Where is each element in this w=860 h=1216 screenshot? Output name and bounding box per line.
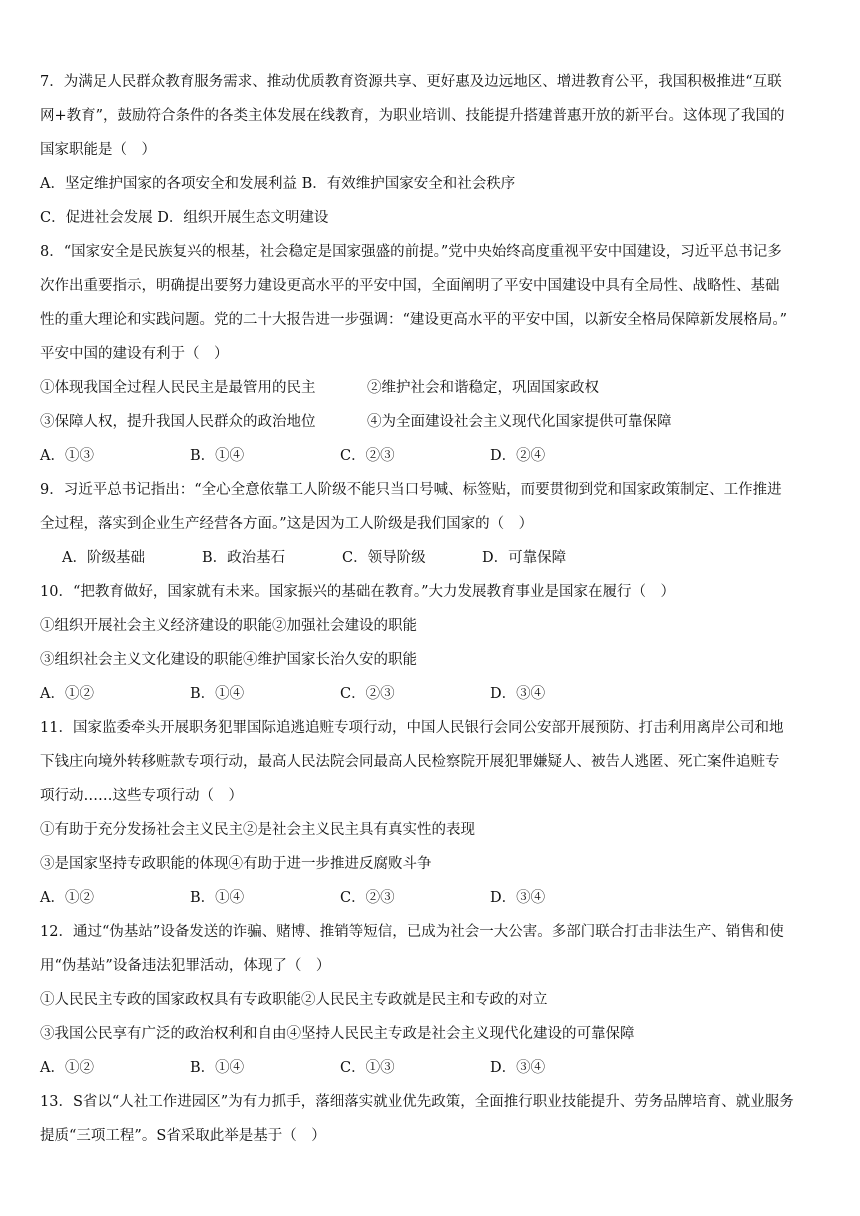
q12-stem-line-2: 用“伪基站”设备违法犯罪活动，体现了（ ） [40,958,331,974]
q10-statement-row-2: ③组织社会主义文化建设的职能④维护国家长治久安的职能 [40,652,417,668]
q13-stem-line-2: 提质“三项工程”。S省采取此举是基于（ ） [40,1128,326,1144]
q8-choice-a: A．①③ [40,448,94,464]
q7-stem-line-1: 7．为满足人民群众教育服务需求、推动优质教育资源共享、更好惠及边远地区、增进教育公平，我国积极推进“互联 [40,74,782,90]
q11-stem-line-1: 11．国家监委牵头开展职务犯罪国际追逃追赃专项行动，中国人民银行会同公安部开展预防、打击利用离岸公司和地 [40,720,784,736]
q10-choices [40,684,830,704]
q8-stem-line-3: 性的重大理论和实践问题。党的二十大报告进一步强调：“建设更高水平的平安中国，以新安全格局保障新发展格局。” [40,312,788,328]
q11-stem-line-3: 项行动……这些专项行动（ ） [40,788,243,804]
q8-stem-line-2: 次作出重要指示，明确提出要努力建设更高水平的平安中国，全面阐明了平安中国建设中具有全局性、战略性、基础 [40,278,780,294]
q9-choice-c: C．领导阶级 [342,550,426,566]
q11-stem-line-2: 下钱庄向境外转移赃款专项行动，最高人民法院会同最高人民检察院开展犯罪嫌疑人、被告人逃匿、死亡案件追赃专 [40,754,780,770]
q12-choice-d: D．③④ [490,1060,546,1076]
q8-stem-line-1: 8．“国家安全是民族复兴的根基，社会稳定是国家强盛的前提。”党中央始终高度重视平安中国建设，习近平总书记多 [40,244,782,260]
q9-choice-a: A．阶级基础 [62,550,145,566]
q8-choice-b: B．①④ [190,448,245,464]
q12-stem-line-1: 12．通过“伪基站”设备发送的诈骗、赌博、推销等短信，已成为社会一大公害。多部门联合打击非法生产、销售和使 [40,924,784,940]
q10-choice-d: D．③④ [490,686,546,702]
q8-statement-row-2 [40,412,830,432]
q8-choices [40,446,830,466]
q8-statement-row-1 [40,378,830,398]
q10-choice-b: B．①④ [190,686,245,702]
q8-statement-2: ②维护社会和谐稳定，巩固国家政权 [367,380,599,396]
q11-choice-a: A．①② [40,890,94,906]
q10-choice-a: A．①② [40,686,94,702]
q9-choice-b: B．政治基石 [202,550,286,566]
q13-stem-line-1: 13．S省以“人社工作进园区”为有力抓手，落细落实就业优先政策，全面推行职业技能提升、劳务品牌培育、就业服务 [40,1094,794,1110]
q12-statement-row-2: ③我国公民享有广泛的政治权利和自由④坚持人民民主专政是社会主义现代化建设的可靠保障 [40,1026,635,1042]
q12-choice-c: C．①③ [340,1060,395,1076]
q8-stem-line-4: 平安中国的建设有利于（ ） [40,346,229,362]
q9-choice-d: D．可靠保障 [482,550,567,566]
q11-statement-row-2: ③是国家坚持专政职能的体现④有助于进一步推进反腐败斗争 [40,856,432,872]
q12-choice-a: A．①② [40,1060,94,1076]
q12-choices [40,1058,830,1078]
q8-statement-1: ①体现我国全过程人民民主是最管用的民主 [40,380,316,396]
q11-statement-row-1: ①有助于充分发扬社会主义民主②是社会主义民主具有真实性的表现 [40,822,475,838]
q11-choices [40,888,830,908]
q7-choice-line-2: C．促进社会发展 D．组织开展生态文明建设 [40,210,329,226]
q8-choice-d: D．②④ [490,448,546,464]
q7-choice-line-1: A．坚定维护国家的各项安全和发展利益 B．有效维护国家安全和社会秩序 [40,176,516,192]
q10-stem-line-1: 10．“把教育做好，国家就有未来。国家振兴的基础在教育。”大力发展教育事业是国家在履行（ ） [40,584,676,600]
q10-choice-c: C．②③ [340,686,395,702]
q7-stem-line-2: 网+教育”，鼓励符合条件的各类主体发展在线教育，为职业培训、技能提升搭建普惠开放的新平台。这体现了我国的 [40,108,785,124]
q11-choice-d: D．③④ [490,890,546,906]
q11-choice-b: B．①④ [190,890,245,906]
q8-choice-c: C．②③ [340,448,395,464]
q11-choice-c: C．②③ [340,890,395,906]
q7-stem-line-3: 国家职能是（ ） [40,142,156,158]
q8-statement-4: ④为全面建设社会主义现代化国家提供可靠保障 [367,414,672,430]
q9-stem-line-1: 9．习近平总书记指出：“全心全意依靠工人阶级不能只当口号喊、标签贴，而要贯彻到党和国家政策制定、工作推进 [40,482,782,498]
q9-stem-line-2: 全过程，落实到企业生产经营各方面。”这是因为工人阶级是我们国家的（ ） [40,516,534,532]
q10-statement-row-1: ①组织开展社会主义经济建设的职能②加强社会建设的职能 [40,618,417,634]
q9-choices [62,548,852,568]
q8-statement-3: ③保障人权，提升我国人民群众的政治地位 [40,414,316,430]
q12-choice-b: B．①④ [190,1060,245,1076]
q12-statement-row-1: ①人民民主专政的国家政权具有专政职能②人民民主专政就是民主和专政的对立 [40,992,548,1008]
